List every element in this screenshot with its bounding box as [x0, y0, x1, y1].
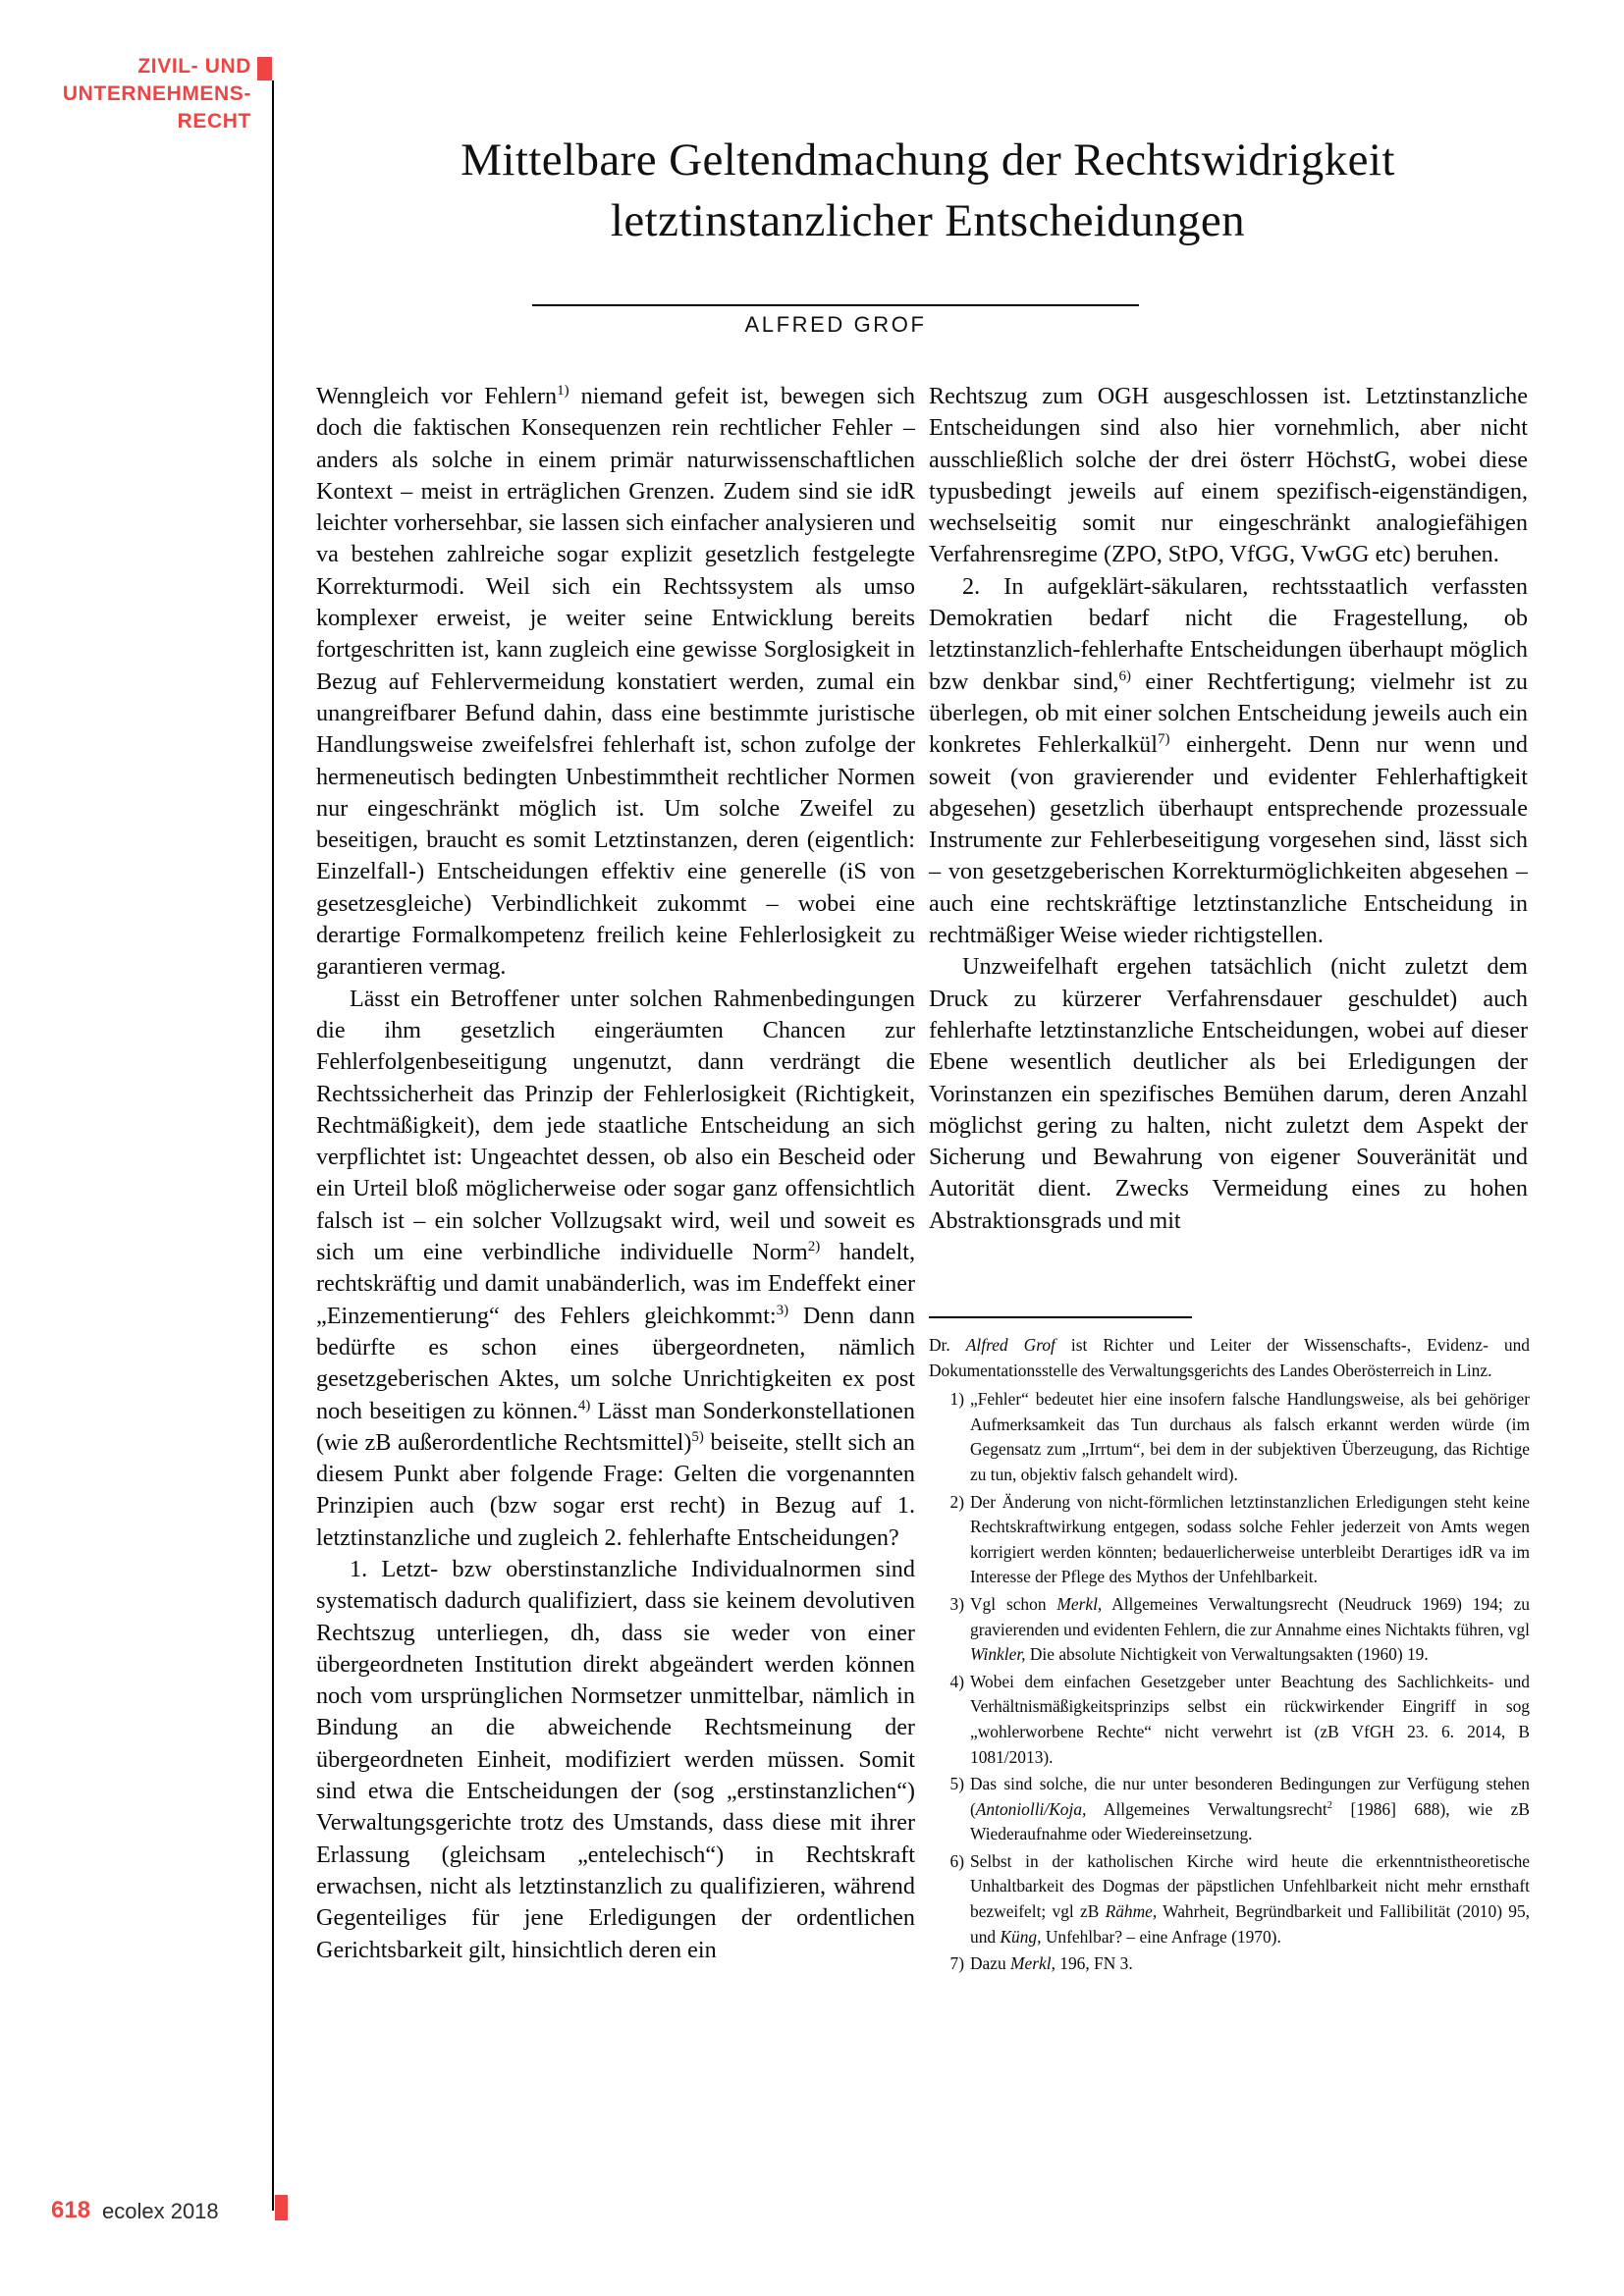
edition-superscript: 2	[1326, 1798, 1333, 1811]
paragraph: 2. In aufgeklärt-säkularen, rechtsstaatlich verfassten Demokratien bedarf nicht die Fragestellung, ob letztinstanzlich-fehlerhafte Entscheidungen überhaupt möglich bzw denkbar sind,$^{6)}$ einer Rechtfertigung; vielmehr ist zu überlegen, ob mit einer solchen Entscheidung jeweils auch ein konkretes Fehlerkalkül$^{7)}$ einhergeht. Denn nur wenn und soweit (von gravierender und evidenter Fehlerhaftigkeit abgesehen) gesetzlich überhaupt entsprechende prozessuale Instrumente zur Fehlerbeseitigung vorgesehen sind, lässt sich – von gesetzgeberischen Korrekturmöglichkeiten abgesehen – auch eine rechtskräftige letztinstanzliche Entscheidung in rechtmäßiger Weise wieder richtigstellen.	[929, 572, 1528, 949]
rubric-line-1: ZIVIL- UND	[137, 55, 251, 78]
footnote-number: 1)	[949, 1389, 964, 1410]
footnote-text: Das sind solche, die nur unter besonderen Bedingungen zur Verfügung stehen (Antoniolli/Koja, Allgemeines Verwaltungsrecht$^2$ [1986] 688), wie zB Wiederaufnahme oder Wiedereinsetzung.	[970, 1774, 1530, 1844]
paragraph: 1. Letzt- bzw oberstinstanzliche Individualnormen sind systematisch dadurch qualifiziert, dass sie keinem devolutiven Rechtszug unterliegen, dh, dass sie weder von einer übergeordneten Institution direkt abgeändert werden können noch vom ursprünglichen Normsetzer unmittelbar, nämlich in Bindung an die abweichende Rechtsmeinung der übergeordneten Einheit, modifiziert werden müssen. Somit sind etwa die Entscheidungen der (sog „erstinstanzlichen“) Verwaltungsgerichte trotz des Umstands, dass diese mit ihrer Erlassung (gleichsam „entelechisch“) in Rechtskraft erwachsen, nicht als letztinstanzlich zu qualifizieren, während Gegenteiliges für jene Erledigungen der ordentlichen Gerichtsbarkeit gilt, hinsichtlich deren ein	[316, 1555, 915, 1963]
footnote-text: Wobei dem einfachen Gesetzgeber unter Beachtung des Sachlichkeits- und Verhältnismäßigkeitsprinzips selbst ein rückwirkender Eingriff in sog „wohlerworbene Rechte“ nicht verwehrt ist (zB VfGH 23. 6. 2014, B 1081/2013).	[970, 1671, 1530, 1767]
footnote-number: 4)	[949, 1671, 964, 1691]
byline-divider	[532, 304, 1139, 306]
footnote-number: 3)	[949, 1593, 964, 1614]
footnote-ref-6[interactable]: 6)	[1118, 667, 1131, 684]
author-name: Alfred Grof	[965, 1335, 1056, 1355]
rubric-line-3: RECHT	[177, 110, 251, 133]
rubric-rail	[0, 0, 273, 2296]
cited-author: Merkl,	[1010, 1953, 1056, 1974]
rubric-line-2: UNTERNEHMENS-	[62, 82, 251, 105]
footnote-item	[929, 1951, 1530, 1977]
footnote-text: Dazu Merkl, 196, FN 3.	[970, 1953, 1133, 1974]
footnote-item	[929, 1592, 1530, 1668]
footnote-text: Vgl schon Merkl, Allgemeines Verwaltungsrecht (Neudruck 1969) 194; zu gravierenden und evidenten Fehlern, die zur Annahme eines Nichtakts führen, vgl Winkler, Die absolute Nichtigkeit von Verwaltungsakten (1960) 19.	[970, 1593, 1530, 1665]
footnote-item	[929, 1490, 1530, 1590]
footnote-text: Selbst in der katholischen Kirche wird heute die erkenntnistheoretische Unhaltbarkeit des Dogmas der päpstlichen Unfehlbarkeit nicht mehr ernsthaft bezweifelt; vgl zB Rähme, Wahrheit, Begründbarkeit und Fallibilität (2010) 95, und Küng, Unfehlbar? – eine Anfrage (1970).	[970, 1850, 1530, 1947]
rubric-label	[45, 53, 251, 135]
page-title	[295, 130, 1561, 251]
footnote-number: 5)	[949, 1774, 964, 1794]
footnote-block	[929, 1333, 1530, 1977]
page-number: 618	[51, 2197, 91, 2223]
cited-author: Winkler,	[970, 1644, 1026, 1665]
footnote-divider	[929, 1316, 1192, 1318]
cited-author: Merkl,	[1056, 1593, 1103, 1614]
footnote-ref-7[interactable]: 7)	[1157, 731, 1170, 748]
paragraph: Unzweifelhaft ergehen tatsächlich (nicht zuletzt dem Druck zu kürzerer Verfahrensdauer geschuldet) auch fehlerhafte letztinstanzliche Entscheidungen, wobei auf dieser Ebene wesentlich deutlicher als bei Erledigungen der Vorinstanzen ein spezifisches Bemühen darum, deren Anzahl möglichst gering zu halten, nicht zuletzt dem Aspekt der Sicherung und Bewahrung von eigener Souveränität und Autorität dient. Zwecks Vermeidung eines zu hohen Abstraktionsgrads und mit	[929, 953, 1528, 1234]
footnote-item	[929, 1670, 1530, 1770]
footnote-ref-2[interactable]: 2)	[807, 1238, 821, 1255]
footnote-item	[929, 1849, 1530, 1949]
article-title-line-2: letztinstanzlicher Entscheidungen	[610, 195, 1246, 246]
paragraph: Wenngleich vor Fehlern$^{1)}$ niemand gefeit ist, bewegen sich doch die faktischen Konsequenzen rein rechtlicher Fehler – anders als solche in einem primär naturwissenschaftlichen Kontext – meist in erträglichen Grenzen. Zudem sind sie idR leichter vorhersehbar, sie lassen sich einfacher analysieren und va bestehen zahlreiche sogar explizit gesetzlich festgelegte Korrekturmodi. Weil sich ein Rechtssystem als umso komplexer erweist, je weiter seine Entwicklung bereits fortgeschritten ist, kann zugleich eine gewisse Sorglosigkeit in Bezug auf Fehlervermeidung konstatiert werden, zumal ein unangreifbarer Befund dahin, dass eine bestimmte juristische Handlungsweise zweifelsfrei fehlerhaft ist, schon zufolge der hermeneutisch bedingten Unbestimmtheit rechtlicher Normen nur eingeschränkt möglich ist. Um solche Zweifel zu beseitigen, braucht es somit Letztinstanzen, deren (eigentlich: Einzelfall-) Entscheidungen effektiv eine generelle (iS von gesetzesgleiche) Verbindlichkeit zukommt – wobei eine derartige Formalkompetenz freilich keine Fehlerlosigkeit zu garantieren vermag.	[316, 382, 915, 981]
article-title-line-1: Mittelbare Geltendmachung der Rechtswidrigkeit	[460, 134, 1395, 186]
page-footer	[51, 2197, 346, 2230]
cited-author: Küng,	[1000, 1926, 1042, 1947]
body-column-left	[316, 381, 915, 1966]
cited-author: Antoniolli/Koja,	[975, 1798, 1087, 1819]
footnote-item	[929, 1772, 1530, 1847]
paragraph: Rechtszug zum OGH ausgeschlossen ist. Letztinstanzliche Entscheidungen sind also hier vornehmlich, aber nicht ausschließlich solche der drei österr HöchstG, wobei diese typusbedingt jeweils auf einem spezifisch-eigenständigen, wechselseitig somit nur eingeschränkt analogiefähigen Verfahrensregime (ZPO, StPO, VfGG, VwGG etc) beruhen.	[929, 383, 1528, 568]
footnote-ref-1[interactable]: 1)	[557, 382, 569, 399]
footnote-item	[929, 1387, 1530, 1487]
author-bio: Dr. Alfred Grof ist Richter und Leiter der Wissenschafts-, Evidenz- und Dokumentationsstelle des Verwaltungsgerichts des Landes Oberösterreich in Linz.	[929, 1335, 1530, 1380]
footnote-number: 2)	[949, 1491, 964, 1512]
footnote-ref-5[interactable]: 5)	[691, 1428, 704, 1445]
footer-marker-square	[275, 2195, 288, 2220]
footnote-ref-3[interactable]: 3)	[776, 1302, 789, 1318]
title-block	[295, 130, 1561, 251]
paragraph: Lässt ein Betroffener unter solchen Rahmenbedingungen die ihm gesetzlich eingeräumten Chancen zur Fehlerfolgenbeseitigung ungenutzt, dann verdrängt die Rechtssicherheit das Prinzip der Fehlerlosigkeit (Richtigkeit, Rechtmäßigkeit), dem jede staatliche Entscheidung an sich verpflichtet ist: Ungeachtet dessen, ob also ein Bescheid oder ein Urteil bloß möglicherweise oder sogar ganz offensichtlich falsch ist – ein solcher Vollzugsakt wird, weil und soweit es sich um eine verbindliche individuelle Norm$^{2)}$ handelt, rechtskräftig und damit unabänderlich, was im Endeffekt einer „Einzementierung“ des Fehlers gleichkommt:$^{3)}$ Denn dann bedürfte es schon eines übergeordneten, nämlich gesetzgeberischen Aktes, um solche Unrichtigkeiten ex post noch beseitigen zu können.$^{4)}$ Lässt man Sonderkonstellationen (wie zB außerordentliche Rechtsmittel)$^{5)}$ beiseite, stellt sich an diesem Punkt aber folgende Frage: Gelten die vorgenannten Prinzipien auch (bzw sogar erst recht) in Bezug auf 1. letztinstanzliche und zugleich 2. fehlerhafte Entscheidungen?	[316, 985, 915, 1551]
cited-author: Rähme,	[1105, 1901, 1158, 1922]
footnote-list	[929, 1387, 1530, 1977]
footnote-number: 7)	[949, 1953, 964, 1974]
byline-author: ALFRED GROF	[744, 312, 927, 337]
footnote-text: „Fehler“ bedeutet hier eine insofern falsche Handlungsweise, als bei gehöriger Aufmerksamkeit das Tun durchaus als falsch erkannt werden würde (im Gegensatz zum „Irrtum“, bei dem in der subjektiven Überzeugung, das Richtige zu tun, objektiv falsch gehandelt wird).	[970, 1389, 1530, 1484]
rubric-marker-square	[257, 57, 272, 80]
journal-name: ecolex 2018	[102, 2199, 219, 2223]
footnote-ref-4[interactable]: 4)	[577, 1397, 591, 1414]
rubric-vertical-rule	[272, 80, 274, 2211]
body-column-right	[929, 381, 1528, 1284]
footnote-text: Der Änderung von nicht-förmlichen letztinstanzlichen Erledigungen steht keine Rechtskraftwirkung entgegen, sodass solche Fehler jederzeit von Amts wegen korrigiert werden könnten; bedauerlicherweise unterbleibt Derartiges idR va im Interesse der Pflege des Mythos der Unfehlbarkeit.	[970, 1491, 1530, 1587]
footnote-number: 6)	[949, 1850, 964, 1871]
